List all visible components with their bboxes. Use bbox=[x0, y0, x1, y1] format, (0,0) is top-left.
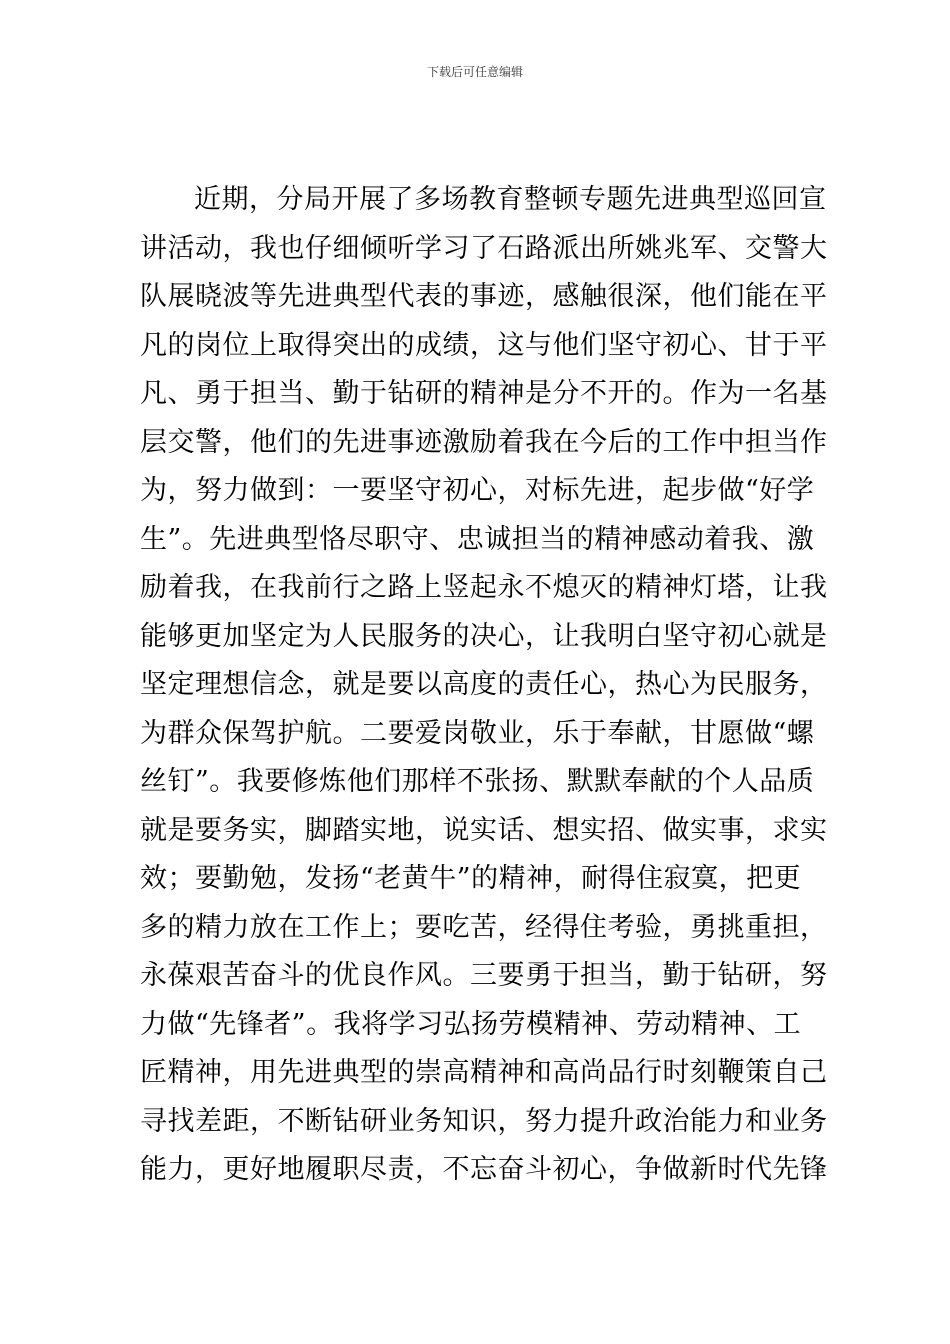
paragraph-line: 能够更加坚定为人民服务的决心，让我明白坚守初心就是 bbox=[140, 620, 828, 652]
paragraph-line: 凡的岗位上取得突出的成绩，这与他们坚守初心、甘于平 bbox=[140, 329, 828, 361]
paragraph-line: 力做“先锋者”。我将学习弘扬劳模精神、劳动精神、工 bbox=[140, 1008, 802, 1040]
paragraph-line: 能力，更好地履职尽责，不忘奋斗初心，争做新时代先锋 bbox=[140, 1154, 828, 1185]
paragraph-line: 永葆艰苦奋斗的优良作风。三要勇于担当，勤于钻研，努 bbox=[140, 960, 828, 991]
paragraph-line: 为群众保驾护航。二要爱岗敬业，乐于奉献，甘愿做“螺 bbox=[140, 717, 815, 749]
paragraph-line: 寻找差距，不断钻研业务知识，努力提升政治能力和业务 bbox=[140, 1105, 828, 1137]
paragraph-line: 励着我，在我前行之路上竖起永不熄灭的精神灯塔，让我 bbox=[140, 572, 828, 603]
paragraph-line: 近期，分局开展了多场教育整顿专题先进典型巡回宣 bbox=[194, 184, 827, 215]
paragraph-line: 坚定理想信念，就是要以高度的责任心，热心为民服务， bbox=[140, 669, 828, 700]
page-header-note: 下载后可任意编辑 bbox=[426, 65, 523, 79]
paragraph-line: 生”。先进典型恪尽职守、忠诚担当的精神感动着我、激 bbox=[140, 523, 815, 555]
paragraph-line: 为，努力做到：一要坚守初心，对标先进，起步做“好学 bbox=[140, 475, 815, 506]
paragraph-line: 效；要勤勉，发扬“老黄牛”的精神，耐得住寂寞，把更 bbox=[140, 863, 802, 894]
paragraph-line: 就是要务实，脚踏实地，说实话、想实招、做实事，求实 bbox=[140, 814, 828, 846]
paragraph-line: 队展晓波等先进典型代表的事迹，感触很深，他们能在平 bbox=[140, 281, 828, 312]
paragraph-line: 匠精神，用先进典型的崇高精神和高尚品行时刻鞭策自己 bbox=[140, 1057, 828, 1088]
paragraph-line: 丝钉”。我要修炼他们那样不张扬、默默奉献的个人品质 bbox=[140, 766, 815, 797]
paragraph-line: 多的精力放在工作上；要吃苦，经得住考验，勇挑重担， bbox=[140, 911, 828, 943]
article-body bbox=[140, 176, 828, 1195]
paragraph-line: 讲活动，我也仔细倾听学习了石路派出所姚兆军、交警大 bbox=[140, 232, 828, 264]
paragraph-line: 层交警，他们的先进事迹激励着我在今后的工作中担当作 bbox=[140, 426, 828, 458]
paragraph-line: 凡、勇于担当、勤于钻研的精神是分不开的。作为一名基 bbox=[140, 378, 828, 409]
